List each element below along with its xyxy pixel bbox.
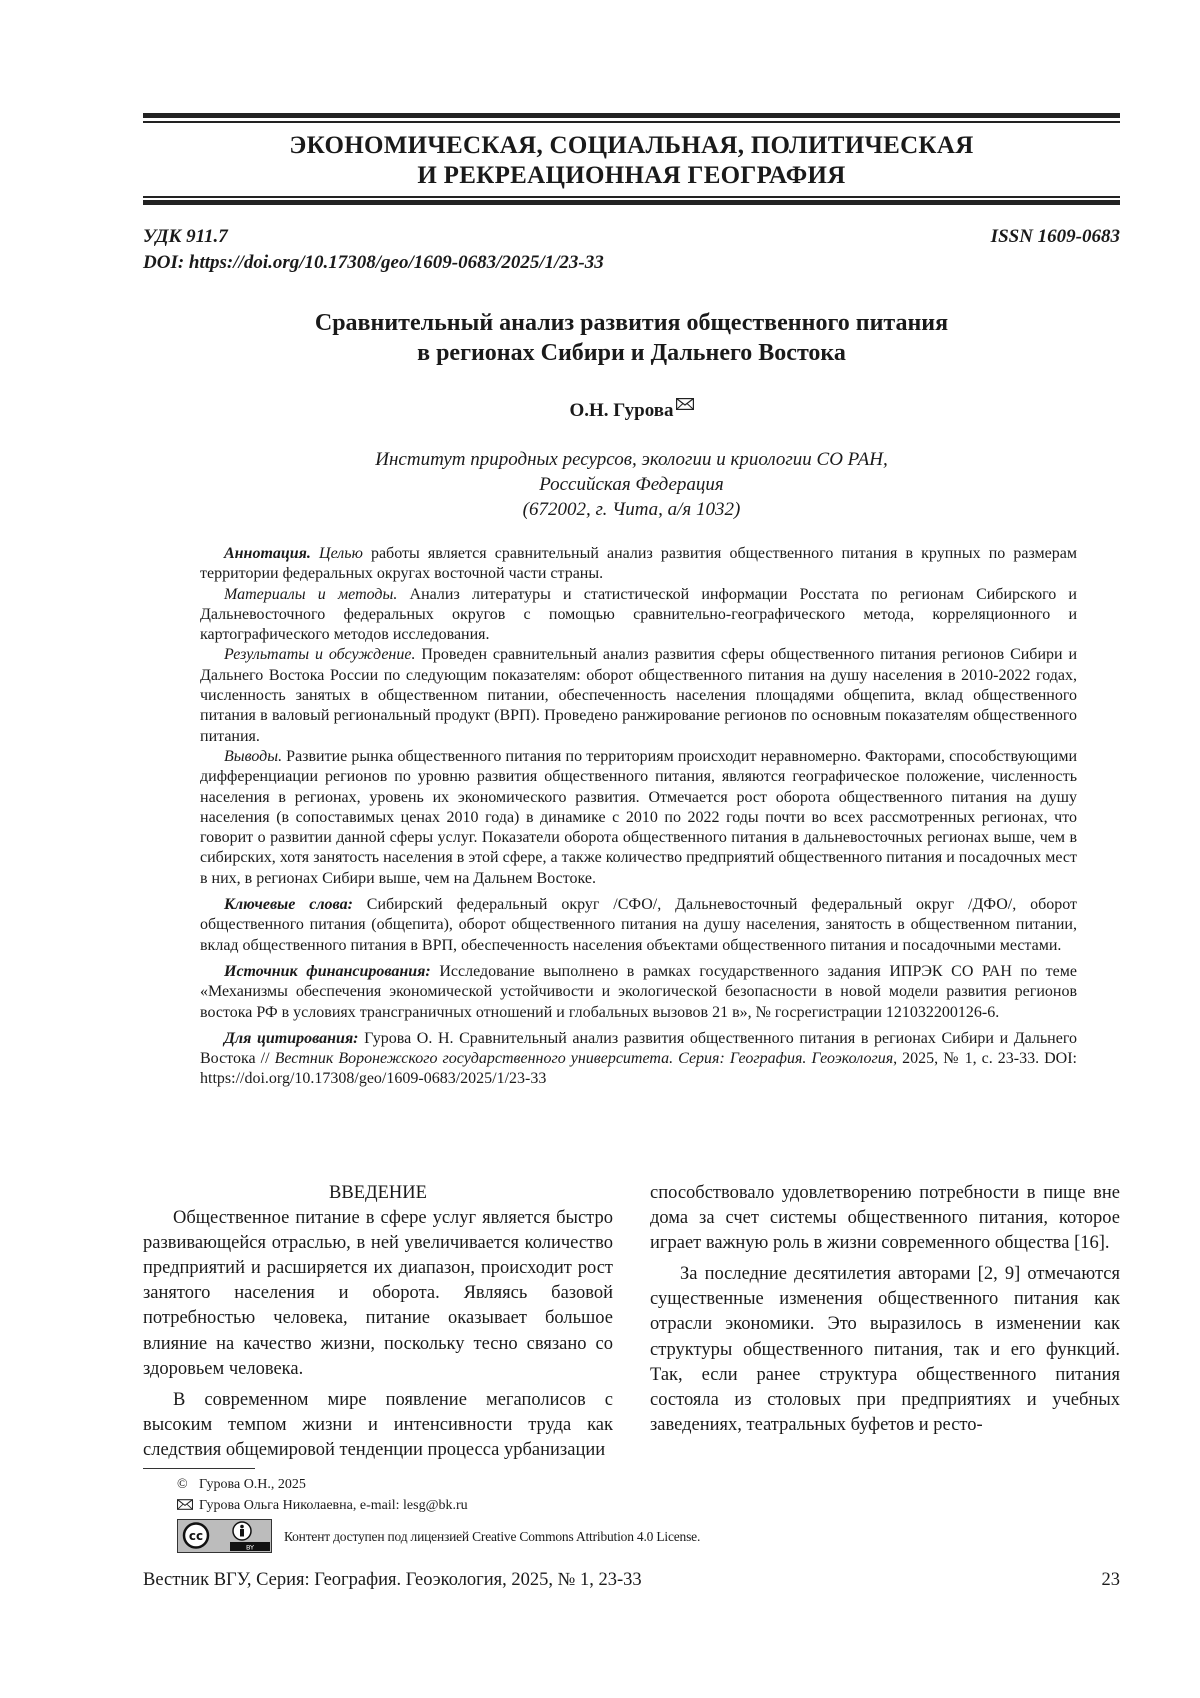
citation-journal: Вестник Воронежского государственного университета. Серия: География. Геоэкология bbox=[274, 1050, 894, 1068]
affiliation-line2: Российская Федерация bbox=[539, 474, 724, 495]
results-label: Результаты и обсуждение. bbox=[224, 646, 416, 664]
header-rule-thick-bottom bbox=[143, 200, 1120, 205]
page-number: 23 bbox=[1101, 1570, 1120, 1590]
header-rule-thin-top bbox=[143, 121, 1120, 123]
doi-link[interactable]: DOI: https://doi.org/10.17308/geo/1609-0683/2025/1/23-33 bbox=[143, 252, 604, 273]
issn-code: ISSN 1609-0683 bbox=[990, 226, 1120, 247]
copyright-note bbox=[177, 1476, 306, 1494]
funding bbox=[200, 962, 1077, 1023]
udk-code: УДК 911.7 bbox=[143, 226, 228, 247]
citation bbox=[200, 1029, 1077, 1090]
header-rule-thick-top bbox=[143, 113, 1120, 118]
annotation-label: Аннотация. bbox=[224, 545, 311, 562]
affiliation-line1: Институт природных ресурсов, экологии и криологии СО РАН, bbox=[375, 449, 888, 470]
article-title-line2: в регионах Сибири и Дальнего Востока bbox=[417, 340, 846, 366]
author-line bbox=[143, 398, 1120, 423]
affiliation bbox=[143, 447, 1120, 522]
contact-text: Гурова Ольга Николаевна, e-mail: lesg@bk.ru bbox=[199, 1498, 468, 1513]
copyright-text: Гурова О.Н., 2025 bbox=[199, 1477, 306, 1492]
goal-text: работы является сравнительный анализ развития общественного питания в крупных по размерам территории федеральных округах восточной части страны. bbox=[200, 545, 1078, 583]
right-paragraph-1: способствовало удовлетворению потребности в пище вне дома за счет системы общественного питания, которое играет важную роль в жизни современного общества [16]. bbox=[650, 1183, 1120, 1254]
cc-text: cc bbox=[188, 1529, 204, 1543]
abstract-conclusions bbox=[200, 747, 1077, 889]
body-column-right bbox=[650, 1181, 1120, 1438]
article-title bbox=[143, 308, 1120, 368]
funding-label: Источник финансирования: bbox=[224, 962, 431, 980]
citation-text-1: Гурова О. Н. Сравнительный анализ развития общественного питания в регионах Сибири и Дальнего Востока // bbox=[200, 1029, 1077, 1068]
by-text: BY bbox=[245, 1543, 255, 1551]
conclusions-label: Выводы. bbox=[224, 747, 283, 765]
keywords bbox=[200, 895, 1077, 956]
journal-footer: Вестник ВГУ, Серия: География. Геоэкология, 2025, № 1, 23-33 bbox=[143, 1570, 642, 1590]
methods-text: Анализ литературы и статистической информации Росстата по регионам Сибирского и Дальневосточного федеральных округов с помощью сравнительно-географического метода, корреляционного и картографического методов исследования. bbox=[200, 585, 1077, 644]
abstract-goal bbox=[200, 544, 1077, 585]
abstract-results bbox=[200, 645, 1077, 746]
abstract-block bbox=[200, 544, 1077, 1090]
copyright-icon: © bbox=[177, 1477, 188, 1492]
right-paragraph-2: За последние десятилетия авторами [2, 9] отмечаются существенные изменения общественного питания как отрасли экономики. Это выразилось в изменении как структуры общественного питания, так и его функций. Так, если ранее структура общественного питания состояла из столовых при предприятиях и учебных заведениях, театральных буфетов и ресто- bbox=[650, 1264, 1120, 1435]
funding-text: Исследование выполнено в рамках государственного задания ИПРЭК СО РАН по теме «Механизмы обеспечения экономической устойчивости и экологической безопасности в новой модели развития регионов востока РФ в условиях трансграничных отношений и глобальных вызовов 21 в», № госрегистрации 121032200126-6. bbox=[200, 962, 1077, 1021]
left-paragraph-1: Общественное питание в сфере услуг является быстро развивающейся отраслью, в ней увеличивается количество предприятий и расширяется их диапазон, происходит рост занятого населения и оборота. Являясь базовой потребностью человека, питание оказывает большое влияние на качество жизни, поскольку тесно связано со здоровьем человека. bbox=[143, 1208, 613, 1379]
header-rule-thin-bottom bbox=[143, 196, 1120, 198]
author-name: О.Н. Гурова bbox=[569, 400, 674, 421]
citation-label: Для цитирования: bbox=[224, 1029, 359, 1047]
introduction-heading: ВВЕДЕНИЕ bbox=[329, 1183, 427, 1203]
results-text: Проведен сравнительный анализ развития сферы общественного питания регионов Сибири и Дальнего Востока России по следующим показателям: оборот общественного питания на душу населения в 2010-2022 годах, численность занятых в общественном питании, обеспеченность населения площадями общепита, вклад общественного питания в валовый региональный продукт (ВРП). Проведено ранжирование регионов по основным показателям общественного питания. bbox=[200, 646, 1078, 745]
conclusions-text: Развитие рынка общественного питания по территориям происходит неравномерно. Факторами, способствующими дифференциации регионов по уровню развития общественного питания, являются географическое положение, численность населения в регионах, уровень их экономического развития. Отмечается рост оборота общественного питания на душу населения (в сопоставимых ценах 2010 года) в динамике с 2010 по 2022 годы почти во всех рассмотренных регионах, что говорит о развитии данной сферы услуг. Показатели оборота общественного питания в дальневосточных регионах выше, чем в сибирских, хотя занятость населения в этой сфере, а также количество предприятий общественного питания и посадочных мест в них, в регионах Сибири выше, чем на Дальнем Востоке. bbox=[200, 747, 1077, 887]
affiliation-line3: (672002, г. Чита, а/я 1032) bbox=[522, 499, 741, 520]
section-title-line2: И РЕКРЕАЦИОННАЯ ГЕОГРАФИЯ bbox=[417, 162, 846, 189]
section-title bbox=[143, 131, 1120, 191]
license-text: Контент доступен под лицензией Creative Commons Attribution 4.0 License. bbox=[284, 1529, 701, 1544]
cc-by-license-badge[interactable] bbox=[177, 1519, 272, 1553]
article-title-line1: Сравнительный анализ развития общественного питания bbox=[314, 310, 949, 336]
goal-label: Целью bbox=[319, 545, 363, 562]
keywords-label: Ключевые слова: bbox=[224, 896, 353, 914]
section-title-line1: ЭКОНОМИЧЕСКАЯ, СОЦИАЛЬНАЯ, ПОЛИТИЧЕСКАЯ bbox=[289, 132, 974, 159]
footnote-rule bbox=[143, 1468, 255, 1469]
left-paragraph-2: В современном мире появление мегаполисов с высоким темпом жизни и интенсивности труда как следствия общемировой тенденции процесса урбанизации bbox=[143, 1389, 613, 1460]
contact-note bbox=[177, 1497, 468, 1515]
methods-label: Материалы и методы. bbox=[224, 585, 398, 603]
keywords-text: Сибирский федеральный округ /СФО/, Дальневосточный федеральный округ /ДФО/, оборот общественного питания (общепита), оборот общественного питания на душу населения, занятость в общественном питании, вклад общественного питания в ВРП, обеспеченность населения объектами общественного питания и посадочными местами. bbox=[200, 896, 1078, 954]
abstract-methods bbox=[200, 585, 1077, 646]
envelope-icon bbox=[177, 1499, 193, 1510]
envelope-icon bbox=[676, 398, 694, 410]
citation-text-2: , 2025, № 1, с. 23-33. DOI: https://doi.org/10.17308/geo/1609-0683/2025/1/23-33 bbox=[200, 1050, 1077, 1088]
body-column-left bbox=[143, 1181, 613, 1463]
